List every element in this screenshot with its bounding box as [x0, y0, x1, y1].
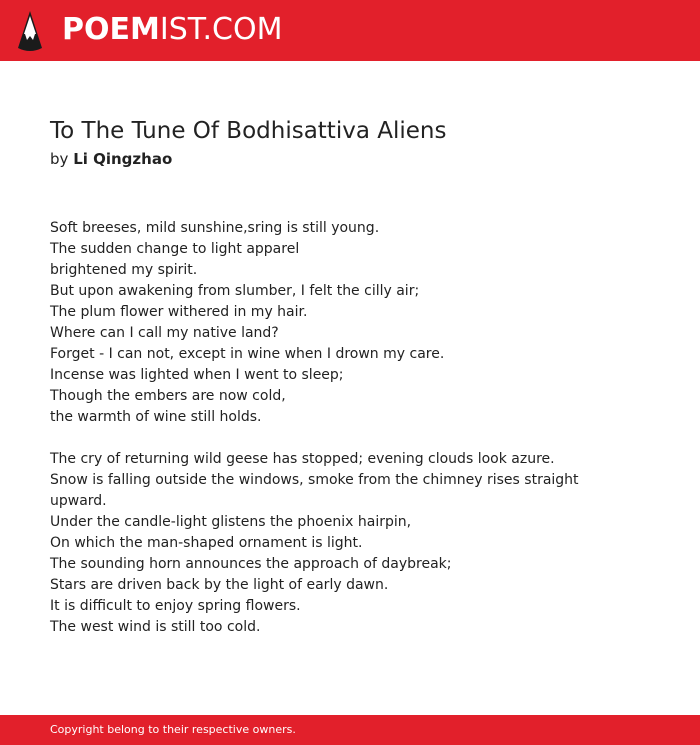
poem-line: The sudden change to light apparel: [50, 241, 300, 257]
poem-line: brightened my spirit.: [50, 262, 198, 278]
site-footer: [0, 715, 700, 745]
poem-line: The cry of returning wild geese has stopped; evening clouds look azure.: [50, 451, 555, 467]
logo-bold-text: POEM: [62, 12, 160, 47]
copyright-notice: Copyright belong to their respective owners.: [50, 723, 296, 736]
poem-line: the warmth of wine still holds.: [50, 409, 262, 425]
poem-line: The sounding horn announces the approach of daybreak;: [50, 556, 452, 572]
poem-line: Incense was lighted when I went to sleep;: [50, 367, 344, 383]
poem-line: Stars are driven back by the light of early dawn.: [50, 577, 389, 593]
poem-line: Soft breeses, mild sunshine,sring is still young.: [50, 220, 380, 236]
poem-title: To The Tune Of Bodhisattiva Aliens: [50, 118, 447, 144]
poem-line: On which the man-shaped ornament is light.: [50, 535, 363, 551]
site-logo[interactable]: [62, 12, 282, 48]
poem-line: Where can I call my native land?: [50, 325, 279, 341]
site-header: [0, 0, 700, 61]
poem-line: Forget - I can not, except in wine when I drown my care.: [50, 346, 445, 362]
poem-line: The west wind is still too cold.: [50, 619, 261, 635]
poem-body: [50, 218, 610, 659]
poem-byline: [50, 149, 172, 169]
poem-line: Snow is falling outside the windows, smoke from the chimney rises straight upward.: [50, 472, 579, 509]
poem-line: But upon awakening from slumber, I felt the cilly air;: [50, 283, 420, 299]
byline-prefix: by: [50, 150, 69, 168]
poem-line: The plum flower withered in my hair.: [50, 304, 308, 320]
pencil-tip-icon[interactable]: [17, 10, 43, 52]
poem-line: Though the embers are now cold,: [50, 388, 286, 404]
poem-stanza: [50, 218, 610, 428]
poem-stanza: [50, 449, 610, 638]
poem-author[interactable]: Li Qingzhao: [73, 150, 173, 168]
logo-light-text: IST.COM: [159, 12, 283, 47]
poem-line: It is difficult to enjoy spring flowers.: [50, 598, 301, 614]
poem-line: Under the candle-light glistens the phoenix hairpin,: [50, 514, 412, 530]
